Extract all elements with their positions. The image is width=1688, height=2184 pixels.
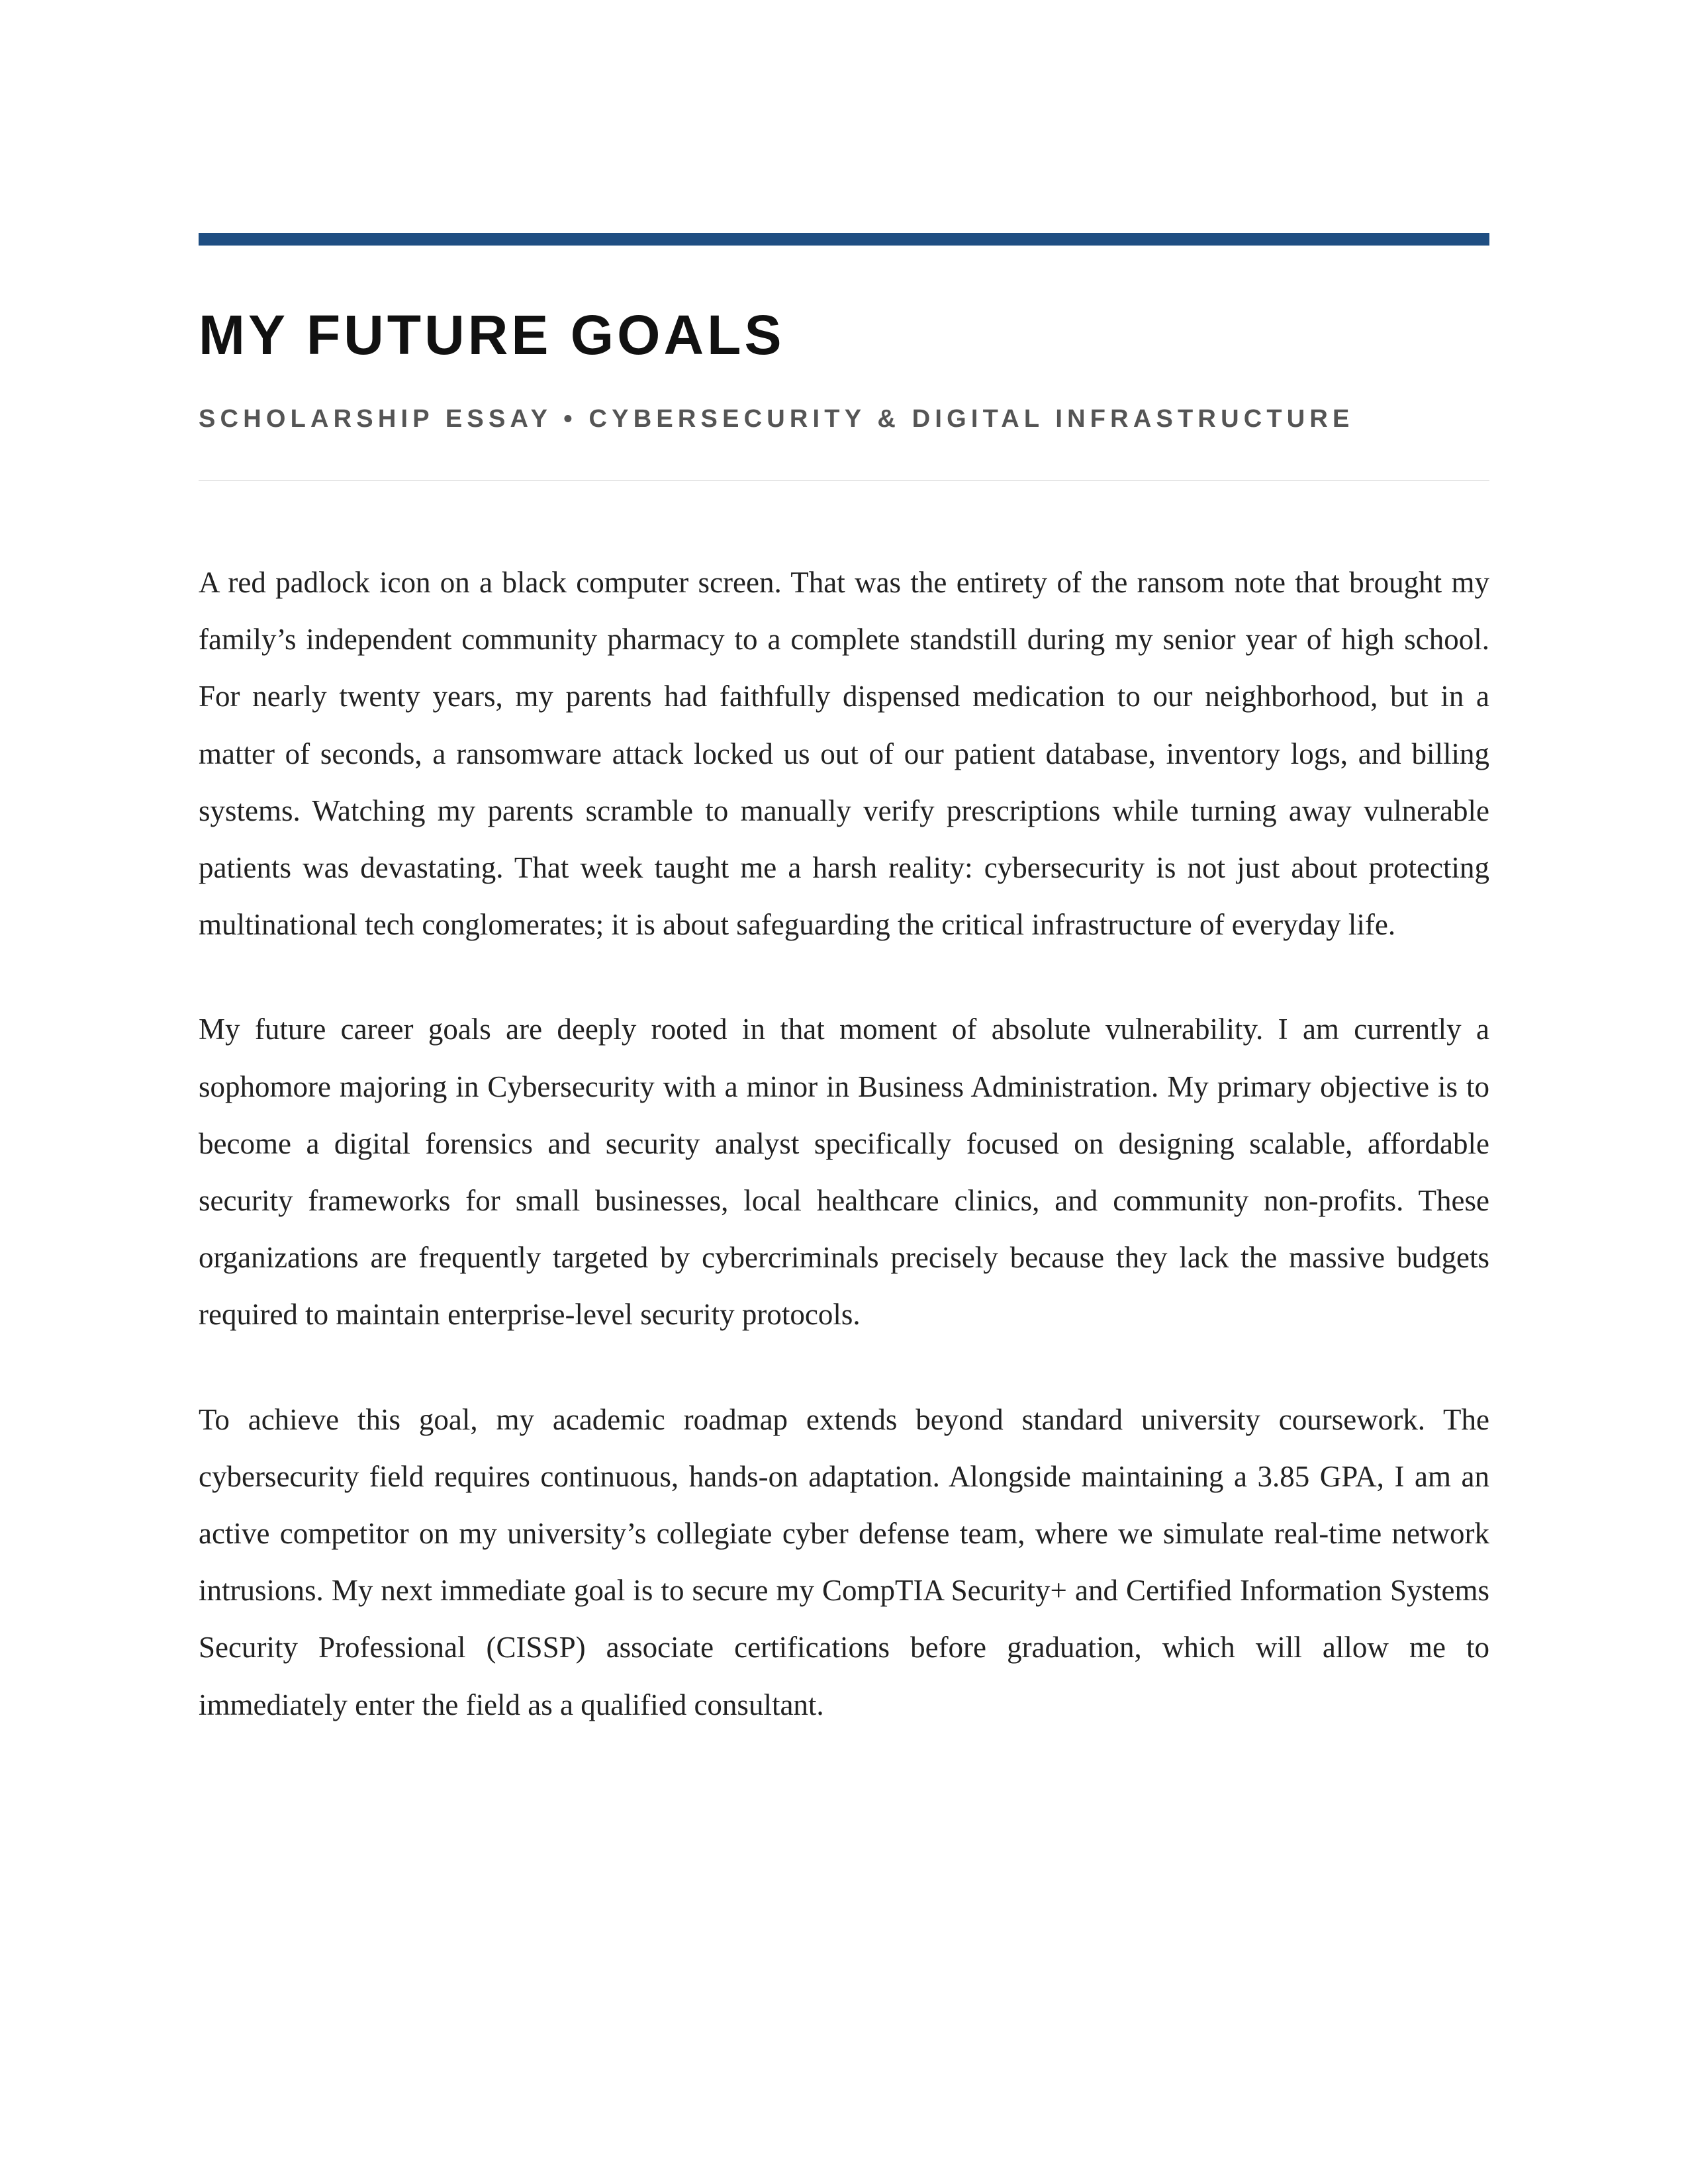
page-subtitle: SCHOLARSHIP ESSAY • CYBERSECURITY & DIGITAL INFRASTRUCTURE xyxy=(199,405,1354,433)
top-accent-rule xyxy=(199,233,1489,246)
essay-body xyxy=(199,554,1489,1733)
essay-paragraph-3: To achieve this goal, my academic roadmap extends beyond standard university coursework. The cybersecurity field requires continuous, hands-on adaptation. Alongside maintaining a 3.85 GPA, I am an active competitor on my university’s collegiate cyber defense team, where we simulate real-time network intrusions. My next immediate goal is to secure my CompTIA Security+ and Certified Information Systems Security Professional (CISSP) associate certifications before graduation, which will allow me to immediately enter the field as a qualified consultant. xyxy=(199,1402,1489,1721)
page-title: MY FUTURE GOALS xyxy=(199,304,785,366)
essay-paragraph-2: My future career goals are deeply rooted in that moment of absolute vulnerability. I am currently a sophomore majoring in Cybersecurity with a minor in Business Administration. My primary objective is to become a digital forensics and security analyst specifically focused on designing scalable, affordable security frameworks for small businesses, local healthcare clinics, and community non-profits. These organizations are frequently targeted by cybercriminals precisely because they lack the massive budgets required to maintain enterprise-level security protocols. xyxy=(199,1013,1489,1332)
essay-paragraph-1: A red padlock icon on a black computer screen. That was the entirety of the ransom note that brought my family’s independent community pharmacy to a complete standstill during my senior year of high school. For nearly twenty years, my parents had faithfully dispensed medication to our neighborhood, but in a matter of seconds, a ransomware attack locked us out of our patient database, inventory logs, and billing systems. Watching my parents scramble to manually verify prescriptions while turning away vulnerable patients was devastating. That week taught me a harsh reality: cybersecurity is not just about protecting multinational tech conglomerates; it is about safeguarding the critical infrastructure of everyday life. xyxy=(199,566,1489,942)
essay-page xyxy=(199,233,1489,1781)
header-divider xyxy=(199,480,1489,481)
